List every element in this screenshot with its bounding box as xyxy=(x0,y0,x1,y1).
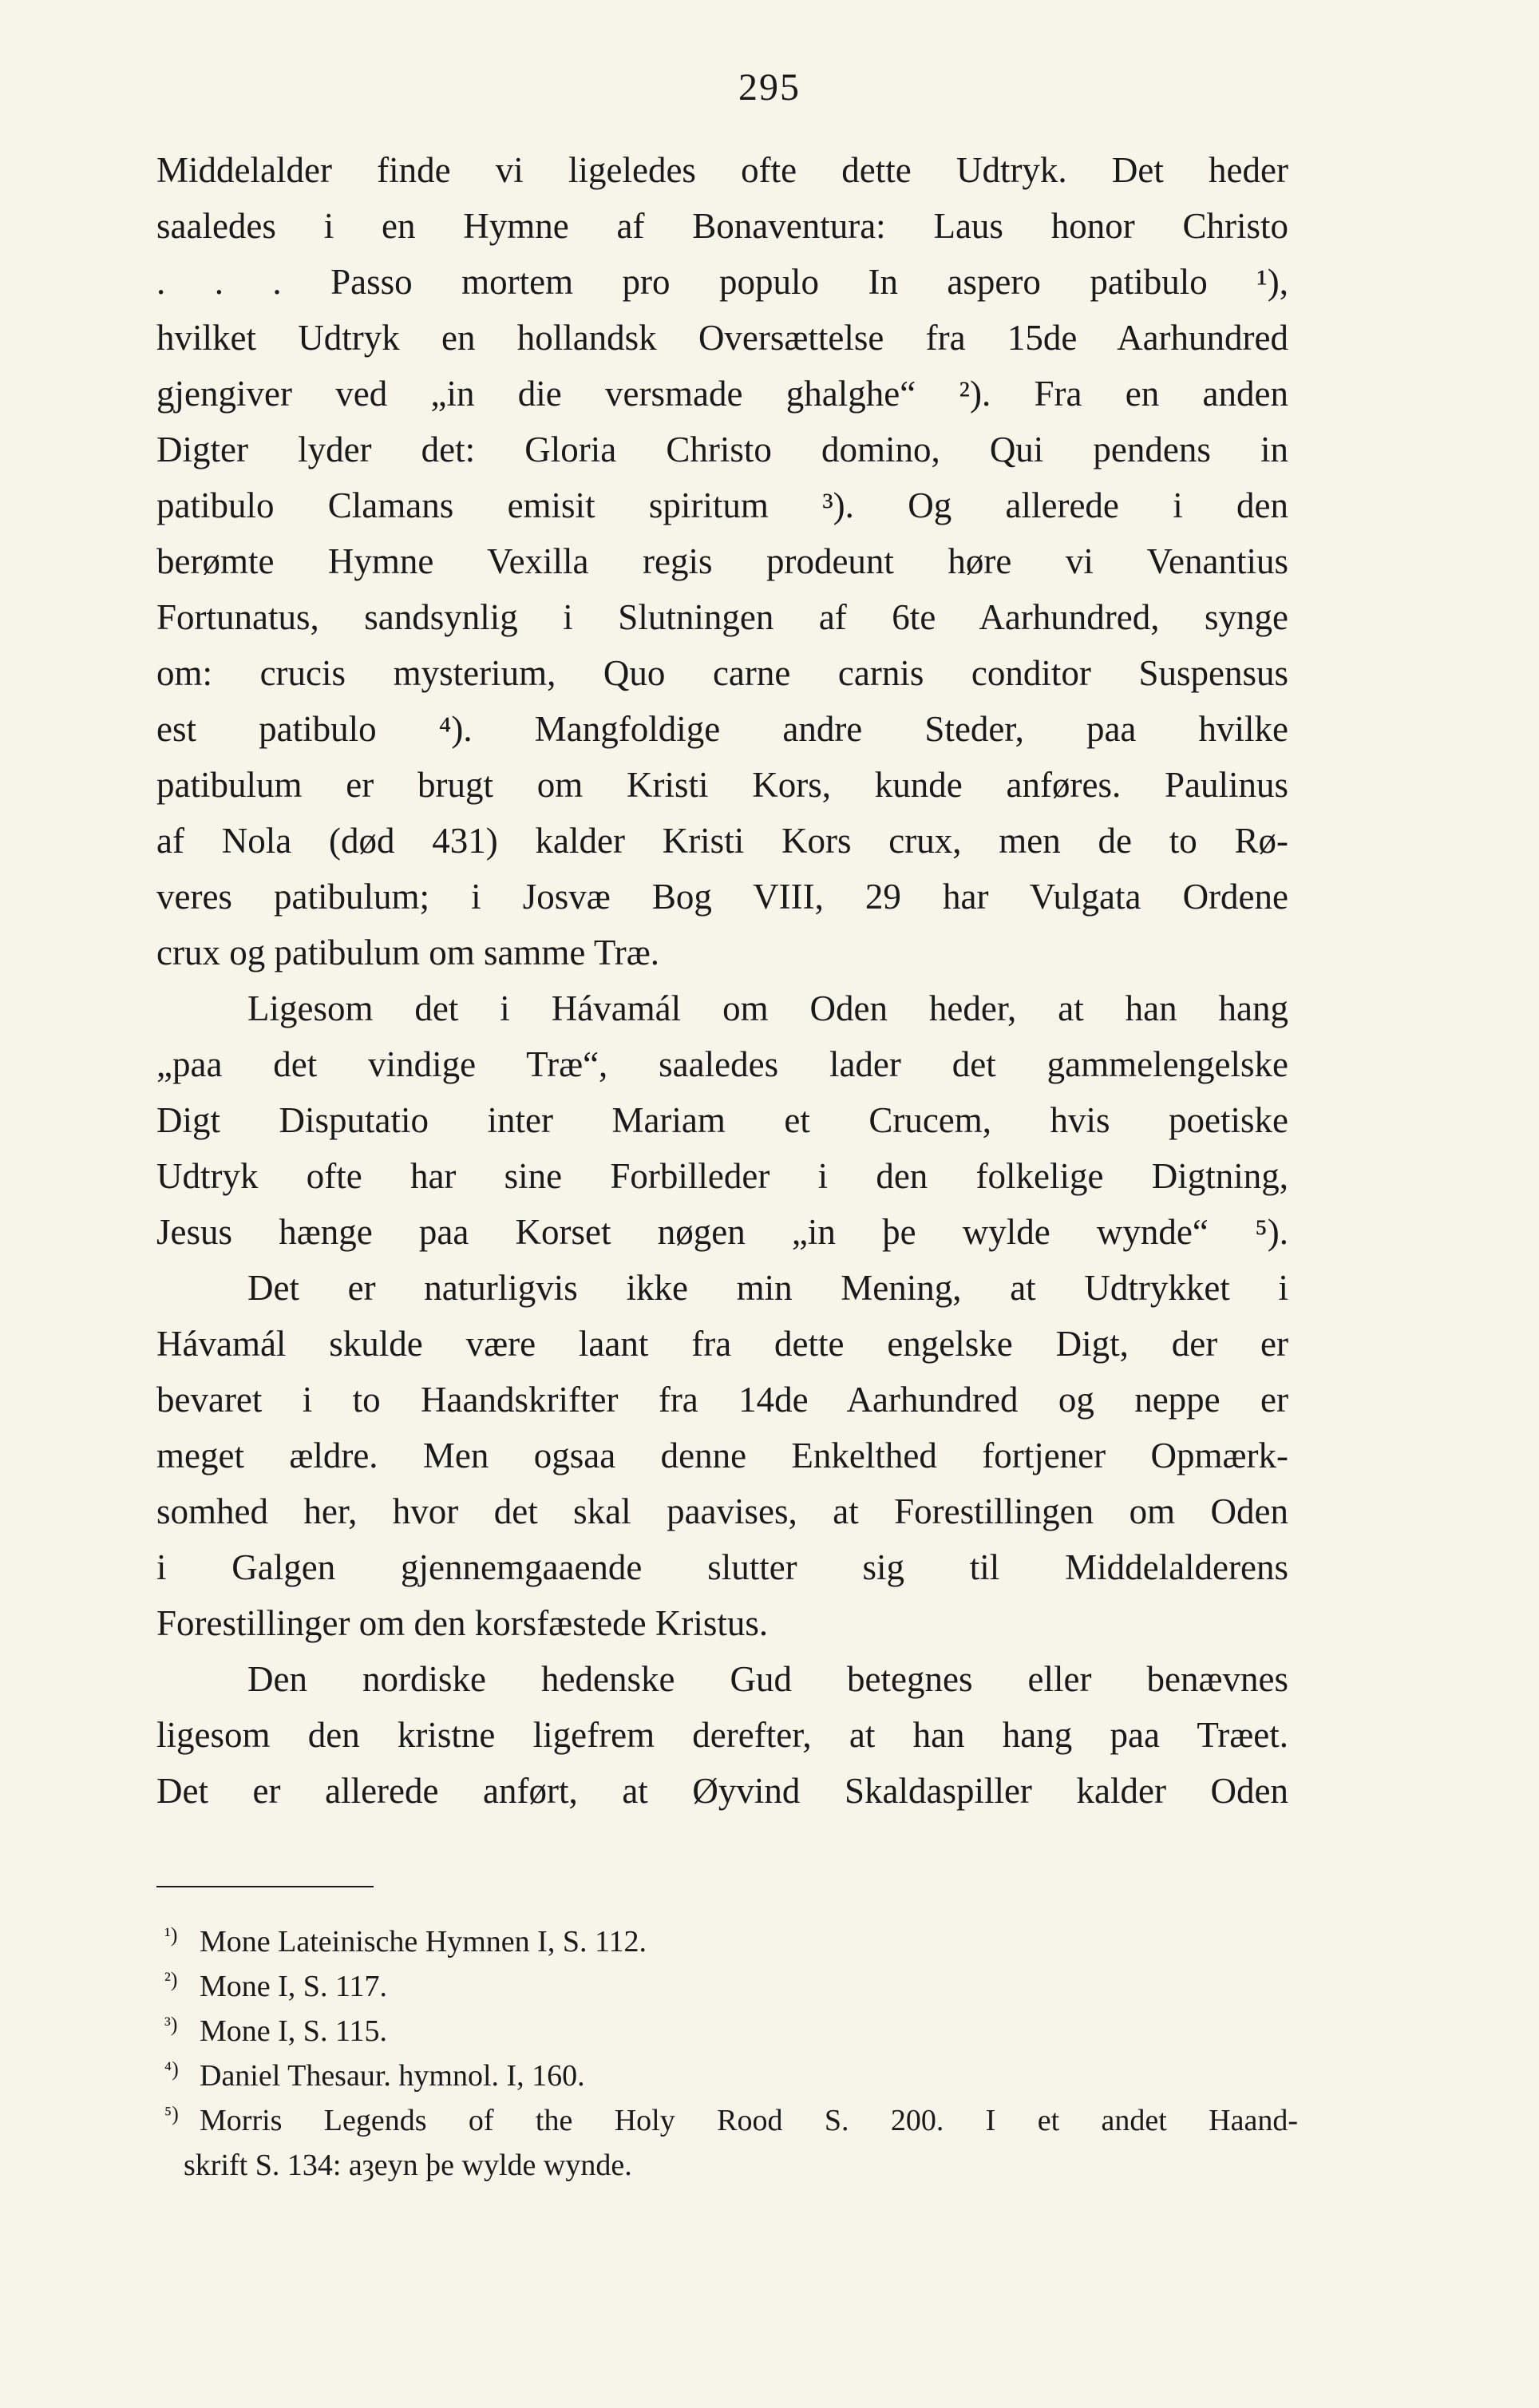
body-text xyxy=(156,142,1288,1819)
footnote-divider xyxy=(156,1886,374,1887)
body-line: saaledes i en Hymne af Bonaventura: Laus honor Christo xyxy=(156,206,1288,246)
body-line: bevaret i to Haandskrifter fra 14de Aarhundred og neppe er xyxy=(156,1380,1288,1420)
body-line: Udtryk ofte har sine Forbilleder i den folkelige Digtning, xyxy=(156,1156,1288,1196)
body-line: Den nordiske hedenske Gud betegnes eller benævnes xyxy=(247,1659,1288,1699)
footnote xyxy=(164,1919,1298,1964)
body-line: Det er allerede anført, at Øyvind Skaldaspiller kalder Oden xyxy=(156,1771,1288,1811)
footnote-number: ²) xyxy=(164,1968,178,1991)
footnote xyxy=(164,2054,1298,2098)
footnotes xyxy=(164,1919,1298,2188)
body-line: Forestillinger om den korsfæstede Kristus. xyxy=(156,1603,769,1643)
body-line: berømte Hymne Vexilla regis prodeunt høre vi Venantius xyxy=(156,541,1288,581)
footnote-text: Daniel Thesaur. hymnol. I, 160. xyxy=(200,2059,585,2093)
body-line: veres patibulum; i Josvæ Bog VIII, 29 har Vulgata Ordene xyxy=(156,877,1288,917)
body-line: ligesom den kristne ligefrem derefter, at han hang paa Træet. xyxy=(156,1715,1288,1755)
body-line: Det er naturligvis ikke min Mening, at Udtrykket i xyxy=(247,1268,1288,1308)
footnote xyxy=(164,2098,1298,2143)
body-line: af Nola (død 431) kalder Kristi Kors crux, men de to Rø- xyxy=(156,821,1288,861)
footnote-number: ¹) xyxy=(164,1923,178,1947)
body-line: Digter lyder det: Gloria Christo domino, Qui pendens in xyxy=(156,430,1288,469)
body-line: om: crucis mysterium, Quo carne carnis conditor Suspensus xyxy=(156,653,1288,693)
footnote-number: ³) xyxy=(164,2013,178,2036)
body-line: hvilket Udtryk en hollandsk Oversættelse fra 15de Aarhundred xyxy=(156,318,1288,358)
body-line: somhed her, hvor det skal paavises, at Forestillingen om Oden xyxy=(156,1491,1288,1531)
body-line: Ligesom det i Hávamál om Oden heder, at han hang xyxy=(247,988,1288,1028)
body-line: Jesus hænge paa Korset nøgen „in þe wylde wynde“ ⁵). xyxy=(156,1212,1288,1252)
body-line: crux og patibulum om samme Træ. xyxy=(156,933,659,972)
footnote-text: Mone I, S. 117. xyxy=(200,1970,388,2003)
page-number: 295 xyxy=(738,66,801,109)
footnote-text: Mone I, S. 115. xyxy=(200,2014,388,2048)
body-line: Fortunatus, sandsynlig i Slutningen af 6te Aarhundred, synge xyxy=(156,597,1288,637)
body-line: patibulo Clamans emisit spiritum ³). Og allerede i den xyxy=(156,485,1288,525)
body-line: . . . Passo mortem pro populo In aspero patibulo ¹), xyxy=(156,262,1288,302)
body-line: meget ældre. Men ogsaa denne Enkelthed fortjener Opmærk- xyxy=(156,1436,1288,1475)
footnote-text: Mone Lateinische Hymnen I, S. 112. xyxy=(200,1925,647,1958)
footnote-number: ⁵) xyxy=(164,2102,179,2125)
body-line: Hávamál skulde være laant fra dette engelske Digt, der er xyxy=(156,1324,1288,1364)
body-line: Digt Disputatio inter Mariam et Crucem, hvis poetiske xyxy=(156,1100,1288,1140)
footnote xyxy=(164,2009,1298,2054)
body-line: Middelalder finde vi ligeledes ofte dette Udtryk. Det heder xyxy=(156,150,1288,190)
footnote-number: ⁴) xyxy=(164,2057,179,2081)
footnote-continuation: skrift S. 134: aȝeyn þe wylde wynde. xyxy=(184,2149,632,2182)
body-line: est patibulo ⁴). Mangfoldige andre Steder, paa hvilke xyxy=(156,709,1288,749)
body-line: i Galgen gjennemgaaende slutter sig til Middelalderens xyxy=(156,1547,1288,1587)
footnote xyxy=(164,1964,1298,2009)
body-line: „paa det vindige Træ“, saaledes lader det gammelengelske xyxy=(156,1044,1288,1084)
body-line: gjengiver ved „in die versmade ghalghe“ ²). Fra en anden xyxy=(156,374,1288,414)
footnote-text: Morris Legends of the Holy Rood S. 200. I et andet Haand- xyxy=(200,2104,1298,2137)
body-line: patibulum er brugt om Kristi Kors, kunde anføres. Paulinus xyxy=(156,765,1288,805)
